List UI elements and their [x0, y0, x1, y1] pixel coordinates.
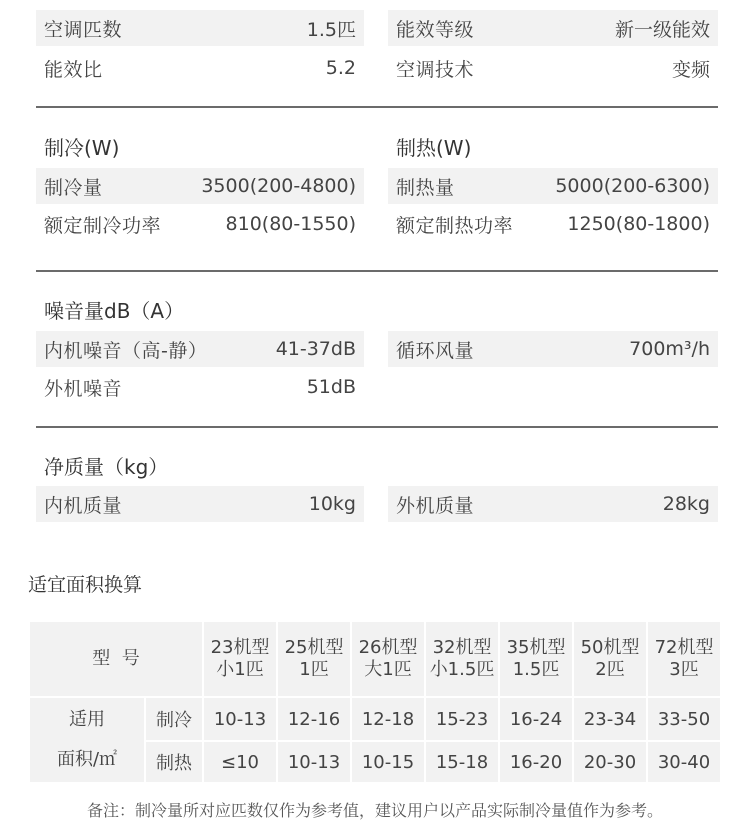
spec-label: 额定制冷功率	[44, 214, 162, 237]
heating-label-cell: 制热	[145, 741, 203, 783]
model-code: 35机型	[506, 637, 566, 658]
model-cell	[647, 621, 721, 697]
model-code: 72机型	[654, 637, 714, 658]
section-divider	[36, 426, 718, 428]
table-cell: 23-34	[573, 697, 647, 741]
model-cell	[425, 621, 499, 697]
spec-row-efficiency-grade	[388, 10, 718, 46]
model-code: 25机型	[284, 637, 344, 658]
cooling-title: 制冷(W)	[44, 136, 120, 160]
spec-value: 1.5匹	[306, 18, 356, 41]
spec-value: 28kg	[662, 493, 710, 515]
model-cell	[277, 621, 351, 697]
spec-label: 外机噪音	[44, 377, 123, 400]
model-cell	[351, 621, 425, 697]
spec-value: 700m³/h	[629, 338, 710, 360]
spec-value: 51dB	[306, 376, 356, 398]
model-hp: 1匹	[299, 659, 329, 680]
spec-row-outdoor-weight	[388, 486, 718, 522]
model-code: 32机型	[432, 637, 492, 658]
model-hp: 1.5匹	[512, 659, 560, 680]
spec-label: 额定制热功率	[396, 214, 514, 237]
table-cell: 20-30	[573, 741, 647, 783]
model-cell	[573, 621, 647, 697]
spec-row-eer	[36, 50, 364, 86]
table-cell: 10-15	[351, 741, 425, 783]
table-cell: 12-18	[351, 697, 425, 741]
spec-row-rated-heating-power	[388, 206, 718, 242]
heating-title: 制热(W)	[396, 136, 472, 160]
noise-title: 噪音量dB（A）	[44, 299, 185, 323]
spec-label: 外机质量	[396, 494, 475, 517]
spec-row-indoor-weight	[36, 486, 364, 522]
applicable-area-header-cell	[29, 697, 145, 783]
table-row-cooling	[29, 697, 721, 741]
table-cell: 16-20	[499, 741, 573, 783]
spec-label: 空调技术	[396, 58, 475, 81]
table-cell: 33-50	[647, 697, 721, 741]
model-hp: 2匹	[595, 659, 625, 680]
table-cell: 30-40	[647, 741, 721, 783]
spec-row-cooling-capacity	[36, 168, 364, 204]
spec-label: 能效比	[44, 58, 103, 81]
area-conversion-title: 适宜面积换算	[28, 574, 143, 596]
model-hp: 3匹	[669, 659, 699, 680]
spec-value: 810(80-1550)	[225, 213, 356, 235]
section-divider	[36, 106, 718, 108]
spec-value: 5.2	[325, 57, 356, 79]
spec-row-indoor-noise	[36, 331, 364, 367]
model-hp: 大1匹	[364, 659, 412, 680]
spec-value: 41-37dB	[275, 338, 356, 360]
model-cell	[499, 621, 573, 697]
table-cell: 15-18	[425, 741, 499, 783]
model-header-cell: 型 号	[29, 621, 203, 697]
spec-value: 新一级能效	[614, 18, 710, 41]
model-code: 26机型	[358, 637, 418, 658]
spec-row-rated-cooling-power	[36, 206, 364, 242]
spec-row-ac-technology	[388, 50, 718, 86]
spec-row-heating-capacity	[388, 168, 718, 204]
spec-label: 循环风量	[396, 339, 475, 362]
spec-value: 变频	[671, 58, 710, 81]
model-code: 50机型	[580, 637, 640, 658]
cooling-label-cell: 制冷	[145, 697, 203, 741]
spec-value: 3500(200-4800)	[201, 175, 356, 197]
spec-label: 空调匹数	[44, 18, 123, 41]
spec-label: 能效等级	[396, 18, 475, 41]
area-conversion-table	[28, 620, 722, 784]
section-divider	[36, 270, 718, 272]
spec-value: 1250(80-1800)	[567, 213, 710, 235]
spec-row-airflow	[388, 331, 718, 367]
area-unit-label: 面积/㎡	[56, 749, 118, 770]
footnote: 备注：制冷量所对应匹数仅作为参考值，建议用户以产品实际制冷量值作为参考。	[86, 801, 663, 820]
table-cell: 12-16	[277, 697, 351, 741]
table-cell: 10-13	[277, 741, 351, 783]
spec-row-ac-hp	[36, 10, 364, 46]
table-cell: 10-13	[203, 697, 277, 741]
model-hp: 小1匹	[216, 659, 264, 680]
weight-title: 净质量（kg）	[44, 455, 169, 479]
spec-label: 内机质量	[44, 494, 123, 517]
spec-value: 5000(200-6300)	[555, 175, 710, 197]
table-header-row	[29, 621, 721, 697]
table-cell: ≤10	[203, 741, 277, 783]
model-hp: 小1.5匹	[429, 659, 495, 680]
model-code: 23机型	[210, 637, 270, 658]
spec-row-outdoor-noise	[36, 369, 364, 405]
applicable-label: 适用	[69, 709, 105, 730]
spec-label: 内机噪音（高-静）	[44, 339, 208, 362]
model-cell	[203, 621, 277, 697]
spec-label: 制热量	[396, 176, 455, 199]
table-cell: 16-24	[499, 697, 573, 741]
table-cell: 15-23	[425, 697, 499, 741]
spec-label: 制冷量	[44, 176, 103, 199]
spec-value: 10kg	[308, 493, 356, 515]
